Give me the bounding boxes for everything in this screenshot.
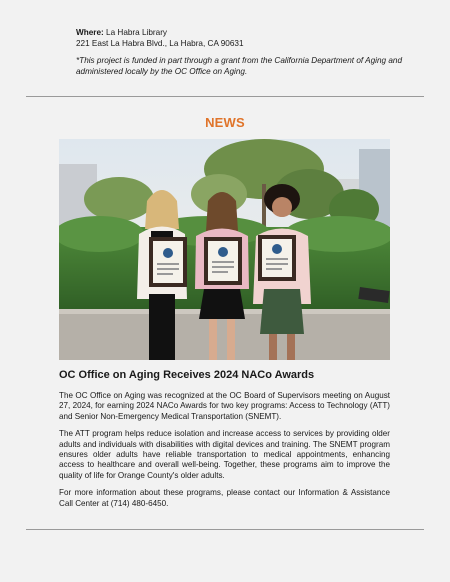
article-paragraph: The ATT program helps reduce isolation and increase access to services by providing older adults and individuals with disabilities with digital devices and training. The SNEMT program ensures older adults have reliable transportation to medical appointments, enhancing access to healthcare and overall well-being. Together, these programs aim to improve the quality of life for Orange County's older adults. — [59, 429, 390, 480]
event-details — [76, 27, 406, 77]
award-photo — [59, 139, 390, 360]
article-title: OC Office on Aging Receives 2024 NACo Awards — [59, 369, 315, 381]
event-location — [76, 27, 406, 38]
event-address: 221 East La Habra Blvd., La Habra, CA 90631 — [76, 39, 244, 48]
award-plaque-left — [149, 237, 187, 287]
divider-bottom — [26, 529, 424, 530]
divider-top — [26, 96, 424, 97]
grant-note: *This project is funded in part through a grant from the California Department of Aging and administered locally by the OC Office on Aging. — [76, 56, 403, 76]
news-heading: NEWS — [205, 115, 245, 130]
article-paragraph: The OC Office on Aging was recognized at the OC Board of Supervisors meeting on August 27, 2024, for earning 2024 NACo Awards for two key programs: Access to Technology (ATT) and Senior Non-Emergency Medical Transportation (SNEMT). — [59, 391, 390, 421]
article-paragraph: For more information about these programs, please contact our Information & Assistance Call Center at (714) 480-6450. — [59, 488, 390, 508]
award-plaque-middle — [204, 237, 242, 285]
article-body — [59, 391, 390, 516]
award-plaque-right — [258, 235, 296, 281]
where-label: Where: — [76, 28, 104, 37]
award-photo-illustration — [59, 139, 390, 360]
where-value: La Habra Library — [106, 28, 168, 37]
